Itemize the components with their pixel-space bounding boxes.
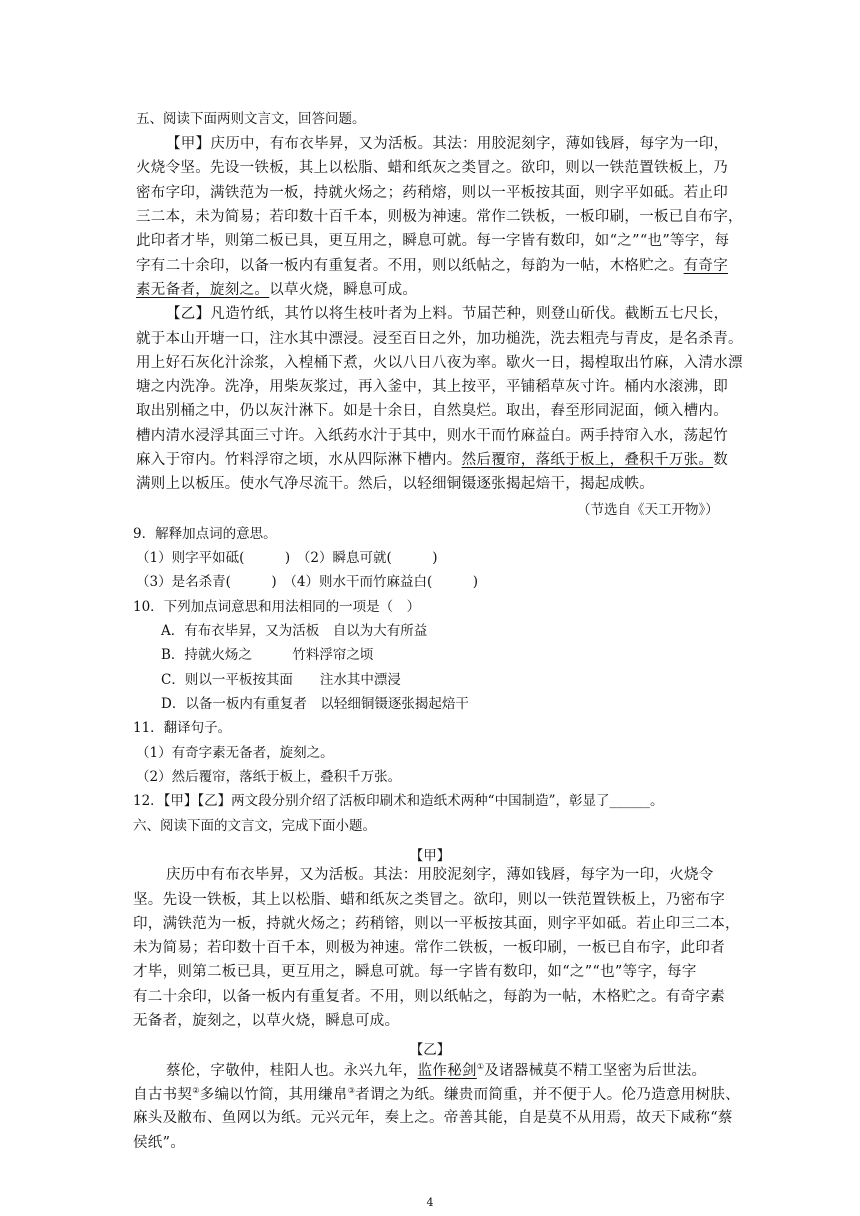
q12 (133, 795, 663, 809)
yi-line-1: 【乙】凡造竹纸，其竹以将生枝叶者为上料。节届芒种，则登山斫伐。截断五七尺长， (166, 306, 729, 323)
jia-line-5: 此印者才毕，则第二板已具，更互用之，瞬息可就。每一字皆有数印，如“之”“也”等字，每 (136, 233, 730, 250)
sec6-yi-title: 【乙】 (409, 1042, 451, 1059)
sec6-yi-1-pre: 蔡伦，字敬仲，桂阳人也。永兴九年， (166, 1062, 418, 1079)
sec6-yi-underlined: 监作秘剑 (417, 1062, 477, 1079)
jia-line-1: 【甲】庆历中，有布衣毕昇，又为活板。其法：用胶泥刻字，薄如钱唇，每字为一印， (166, 136, 729, 153)
yi-line-5: 取出别桶之中，仍以灰汁淋下。如是十余日，自然臭烂。取出，舂至形同泥面，倾入槽内。 (136, 403, 728, 420)
q10-option-d: D．以备一板内有重复者 以轻细铜镊逐张揭起焙干 (161, 696, 469, 713)
yi-line-8: 满则上以板压。使水气净尽流干。然后，以轻细铜镊逐张揭起焙干，揭起成帙。 (136, 476, 654, 493)
section-6-heading: 六、阅读下面的文言文，完成下面小题。 (133, 817, 376, 834)
section-5-heading: 五、阅读下面两则文言文，回答问题。 (136, 110, 366, 127)
q9-row-1: （1）则字平如砥( ) （2）瞬息可就( ) (136, 550, 438, 567)
yi-line-3: 用上好石灰化汁涂浆，入楻桶下煮，火以八日八夜为率。歇火一日，揭楻取出竹麻，入清水漂 (136, 354, 743, 371)
footnote-marker-3: ③ (347, 1085, 356, 1095)
sec6-yi-2-c: 者谓之为纸。缣贵而简重，并不便于人。伦乃造意用树肤、 (355, 1086, 740, 1103)
sec6-jia-line-7: 无备者，旋刻之，以草火烧，瞬息可成。 (133, 1013, 400, 1030)
sec6-yi-2-b: 多编以竹简，其用缣帛 (199, 1086, 348, 1103)
q9-stem: 9．解释加点词的意思。 (133, 525, 277, 542)
sec6-jia-line-5: 才毕，则第二板已具，更互用之，瞬息可就。每一字皆有数印，如“之”“也”等字，每字 (133, 964, 697, 981)
q10-option-c: C．则以一平板按其面 注水其中漂浸 (161, 671, 401, 688)
sec6-jia-title: 【甲】 (409, 847, 451, 864)
jia-line-7 (136, 283, 417, 298)
q11-item-1: （1）有奇字素无备者，旋刻之。 (136, 744, 334, 761)
q9-row-2: （3）是名杀青( ) （4）则水干而竹麻益白( ) (136, 574, 478, 591)
q10-stem: 10．下列加点词意思和用法相同的一项是（ ） (133, 598, 421, 615)
q11-stem: 11．翻译句子。 (133, 720, 232, 737)
yi-line-7-post: 数 (713, 452, 729, 469)
jia-line-7-tail: 以草火烧，瞬息可成。 (269, 281, 418, 298)
yi-line-4: 塘之内洗净。洗净，用柴灰浆过，再入釜中，其上按平，平铺稻草灰寸许。桶内水滚沸，即 (136, 379, 728, 396)
jia-underlined-1: 有奇字 (683, 257, 729, 274)
jia-underlined-2: 素无备者，旋刻之。 (136, 281, 270, 298)
jia-line-6-text: 字有二十余印，以备一板内有重复者。不用，则以纸帖之，每韵为一帖，木格贮之。 (136, 257, 684, 274)
yi-line-7 (136, 453, 728, 468)
q11-item-2: （2）然后覆帘，落纸于板上，叠积千万张。 (136, 768, 402, 785)
yi-line-2: 就于本山开塘一口，注水其中漂浸。浸至百日之外，加功槌洗，洗去粗壳与青皮，是名杀青。 (136, 330, 743, 347)
footnote-marker-2: ② (192, 1085, 200, 1095)
source-citation: （节选自《天工开物》） (577, 501, 719, 518)
page-number: 4 (426, 1196, 434, 1209)
q12-text: 12．【甲】【乙】两文段分别介绍了活板印刷术和造纸术两种“中国制造”，彰显了 (133, 793, 610, 810)
jia-line-4: 三二本，未为简易；若印数十百千本，则极为神速。常作二铁板，一板印刷，一板已自布字， (136, 208, 743, 225)
jia-line-3: 密布字印，满铁范为一板，持就火炀之；药稍熔，则以一平板按其面，则字平如砥。若止印 (136, 184, 728, 201)
yi-line-6: 槽内清水浸浮其面三寸许。入纸药水汁于其中，则水干而竹麻益白。两手持帘入水，荡起竹 (136, 427, 728, 444)
sec6-yi-line-3: 麻头及敝布、鱼网以为纸。元兴元年，奏上之。帝善其能，自是莫不从用焉，故天下咸称“蔡 (133, 1110, 733, 1127)
sec6-yi-1-post: 及诸器械莫不精工坚密为后世法。 (484, 1062, 707, 1079)
sec6-jia-line-6: 有二十余印，以备一板内有重复者。不用，则以纸帖之，每韵为一帖，木格贮之。有奇字素 (133, 988, 725, 1005)
yi-line-7-pre: 麻入于帘内。竹料浮帘之顷，水从四际淋下槽内。 (136, 452, 462, 469)
jia-line-6 (136, 259, 728, 274)
jia-line-2: 火烧令坚。先设一铁板，其上以松脂、蜡和纸灰之类冒之。欲印，则以一铁范置铁板上，乃 (136, 160, 728, 177)
yi-underlined: 然后覆帘，落纸于板上，叠积千万张。 (461, 452, 714, 469)
sec6-yi-line-2 (133, 1087, 740, 1102)
q12-blank: ______ (609, 793, 650, 810)
sec6-yi-line-1 (166, 1063, 706, 1078)
q10-option-a: A．有布衣毕昇，又为活板 自以为大有所益 (161, 623, 428, 640)
sec6-jia-line-1: 庆历中有布衣毕昇，又为活板。其法：用胶泥刻字，薄如钱唇，每字为一印，火烧令 (166, 867, 714, 884)
q10-option-b: B．持就火炀之 竹料浮帘之顷 (161, 647, 374, 664)
sec6-yi-2-a: 自古书契 (133, 1086, 193, 1103)
sec6-yi-line-4: 侯纸”。 (133, 1134, 186, 1151)
sec6-jia-line-3: 印，满铁范为一板，持就火炀之；药稍镕，则以一平板按其面，则字平如砥。若止印三二本， (133, 915, 740, 932)
sec6-jia-line-2: 坚。先设一铁板，其上以松脂、蜡和纸灰之类冒之。欲印，则以一铁范置铁板上，乃密布字 (133, 891, 725, 908)
sec6-jia-line-4: 未为简易；若印数十百千本，则极为神速。常作二铁板，一板印刷，一板已自布字，此印者 (133, 940, 725, 957)
q12-end: 。 (649, 793, 664, 810)
footnote-marker-1: ① (476, 1061, 485, 1071)
